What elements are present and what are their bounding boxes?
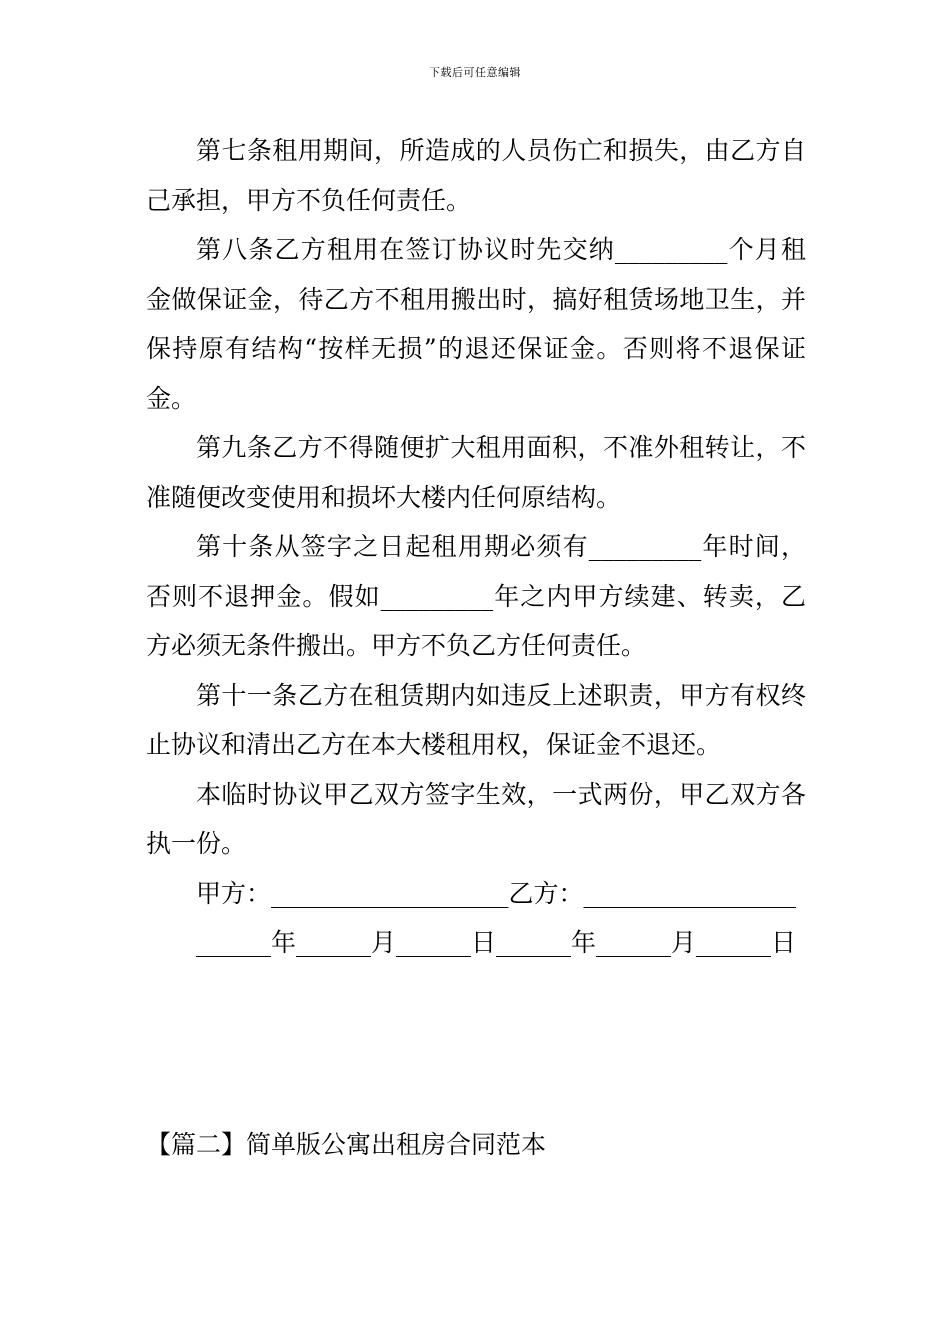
clause-11: 第十一条乙方在租赁期内如违反上述职责，甲方有权终止协议和清出乙方在本大楼租用权，保证金不退还。 (146, 680, 806, 759)
document-body (146, 126, 806, 968)
clause-8: 第八条乙方租用在签订协议时先交纳_________个月租金做保证金，待乙方不租用搬出时，搞好租赁场地卫生，并保持原有结构“按样无损”的退还保证金。否则将不退保证金。 (146, 235, 806, 413)
page-header: 下载后可任意编辑 (429, 66, 521, 79)
effect-clause: 本临时协议甲乙双方签字生效，一式两份，甲乙双方各执一份。 (146, 779, 806, 858)
section-title: 【篇二】简单版公寓出租房合同范本 (146, 1130, 547, 1159)
signature-line: 甲方：___________________乙方：_________________ (196, 878, 797, 908)
clause-9: 第九条乙方不得随便扩大租用面积，不准外租转让，不准随便改变使用和损坏大楼内任何原结构。 (146, 433, 806, 512)
clause-10: 第十条从签字之日起租用期必须有_________年时间，否则不退押金。假如_________年之内甲方续建、转卖，乙方必须无条件搬出。甲方不负乙方任何责任。 (146, 532, 806, 660)
date-line: ______年______月______日______年______月______日 (196, 928, 797, 957)
clause-7: 第七条租用期间，所造成的人员伤亡和损失，由乙方自己承担，甲方不负任何责任。 (146, 136, 806, 215)
